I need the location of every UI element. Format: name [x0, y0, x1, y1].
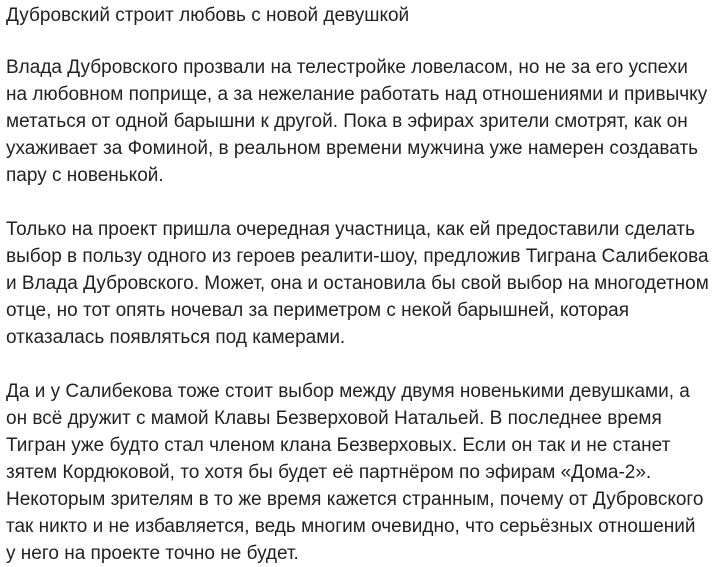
- article-paragraph-3: Да и у Салибекова тоже стоит выбор между двумя новенькими девушками, а он всё дружит с мамой Клавы Безверховой Натальей. В последнее время Тигран уже будто стал членом клана Безверховых. Если он так и не станет зятем Кордюковой, то хотя бы будет её партнёром по эфирам «Дома-2». Некоторым зрителям в то же время кажется странным, почему от Дубровского так никто и не избавляется, ведь многим очевидно, что серьёзных отношений у него на проекте точно не будет.: [6, 381, 704, 564]
- article-paragraph-1: Влада Дубровского прозвали на телестройке ловеласом, но не за его успехи на любовном поприще, а за нежелание работать над отношениями и привычку метаться от одной барышни к другой. Пока в эфирах зрители смотрят, как он ухаживает за Фоминой, в реальном времени мужчина уже намерен создавать пару с новенькой.: [6, 57, 708, 186]
- article-title: Дубровский строит любовь с новой девушкой: [6, 5, 410, 26]
- article-paragraph-2: Только на проект пришла очередная участница, как ей предоставили сделать выбор в пользу одного из героев реалити-шоу, предложив Тиграна Салибекова и Влада Дубровского. Может, она и остановила бы свой выбор на многодетном отце, но тот опять ночевал за периметром с некой барышней, которая отказалась появляться под камерами.: [6, 219, 709, 348]
